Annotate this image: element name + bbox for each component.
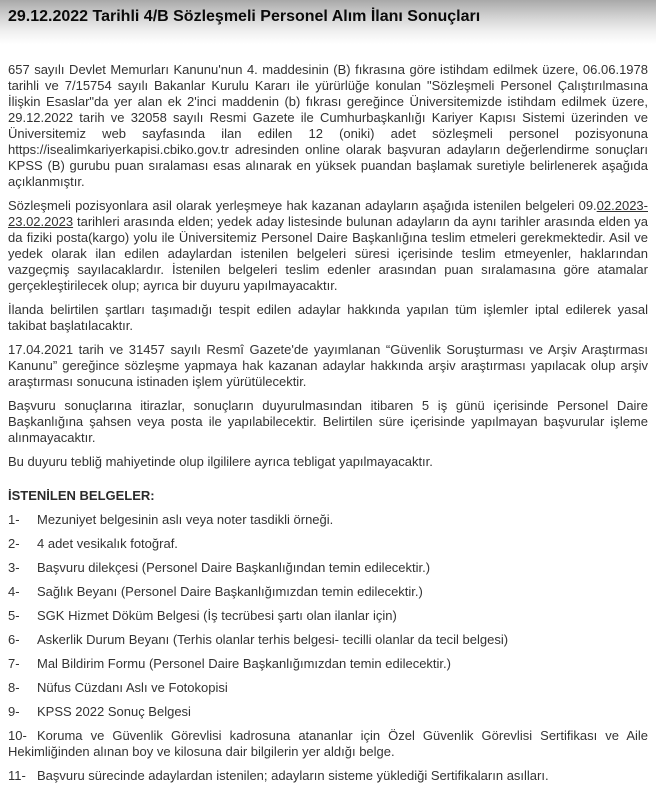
item-number: 4- [8, 584, 20, 599]
item-text: Nüfus Cüzdanı Aslı ve Fotokopisi [37, 680, 228, 695]
item-number: 8- [8, 680, 20, 695]
item-number: 7- [8, 656, 20, 671]
paragraph-document-delivery: Sözleşmeli pozisyonlara asil olarak yerleşmeye hak kazanan adayların aşağıda istenilen belgeleri 09.02.2023-23.02.2023 tarihleri arasında elden; yedek aday listesinde bulunan adayların da aynı tarihler arasında elden ya da fiziki posta(kargo) yolu ile Üniversitemiz Personel Daire Başkanlığına teslim etmeleri gerekmektedir. Asil ve yedek olarak ilan edilen adaylardan istenilen belgeleri süresi içerisinde teslim etmeyenler, haklarından vazgeçmiş sayılacaklardır. İstenilen belgeleri teslim edenler arasından puan sıralamasına göre atamalar gerçekleştirilecek olup; ayrıca bir duyuru yapılmayacaktır. [8, 198, 648, 293]
announcement-body [0, 44, 656, 784]
paragraph-invalid-applications: İlanda belirtilen şartları taşımadığı tespit edilen adaylar hakkında yapılan tüm işlemler iptal edilerek yasal takibat başlatılacaktır. [8, 302, 648, 333]
item-text: Başvuru sürecinde adaylardan istenilen; adayların sisteme yüklediği Sertifikaların asılları. [37, 768, 549, 783]
document-item [8, 632, 648, 648]
paragraph-security-check: 17.04.2021 tarih ve 31457 sayılı Resmî Gazete'de yayımlanan “Güvenlik Soruşturması ve Arşiv Araştırması Kanunu” gereğince sözleşme yapmaya hak kazanan adaylar hakkında arşiv araştırması yapılacak olup arşiv araştırması sonucuna istinaden işlem yürütülecektir. [8, 342, 648, 389]
item-number: 11- [8, 768, 26, 783]
item-number: 5- [8, 608, 20, 623]
item-text: KPSS 2022 Sonuç Belgesi [37, 704, 191, 719]
item-text: Koruma ve Güvenlik Görevlisi kadrosuna atananlar için Özel Güvenlik Görevlisi Sertifikası ve Aile Hekimliğinden alınan boy ve kilosuna dair bilgilerin yer aldığı belge. [8, 728, 648, 759]
document-item [8, 512, 648, 528]
item-text: Askerlik Durum Beyanı (Terhis olanlar terhis belgesi- tecilli olanlar da tecil belgesi) [37, 632, 509, 647]
item-text: 4 adet vesikalık fotoğraf. [37, 536, 178, 551]
document-item [8, 704, 648, 720]
document-item [8, 560, 648, 576]
document-item [8, 728, 648, 760]
paragraph-intro: 657 sayılı Devlet Memurları Kanunu'nun 4. maddesinin (B) fıkrasına göre istihdam edilmek üzere, 06.06.1978 tarihli ve 7/15754 sayılı Bakanlar Kurulu Kararı ile yürürlüğe konulan "Sözleşmeli Personel Çalıştırılmasına İlişkin Esaslar"da yer alan ek 2'inci maddenin (b) fıkrası gereğince Üniversitemizde istihdam edilmek üzere, 29.12.2022 tarih ve 32058 sayılı Resmi Gazete ile Cumhurbaşkanlığı Kariyer Kapısı Sistemi üzerinden ve Üniversitemiz web sayfasında ilan edilen 12 (oniki) adet sözleşmeli personel pozisyonuna https://isealimkariyerkapisi.cbiko.gov.tr adresinden online olarak başvuran adayların değerlendirme sonuçları KPSS (B) gurubu puan sıralaması esas alınarak en yüksek puandan başlamak suretiyle belirlenerek aşağıda açıklanmıştır. [8, 62, 648, 189]
item-number: 9- [8, 704, 20, 719]
page-title: 29.12.2022 Tarihli 4/B Sözleşmeli Personel Alım İlanı Sonuçları [8, 8, 481, 25]
item-text: Mezuniyet belgesinin aslı veya noter tasdikli örneği. [37, 512, 334, 527]
document-item [8, 680, 648, 696]
required-documents-heading: İSTENİLEN BELGELER: [8, 488, 155, 503]
item-number: 1- [8, 512, 20, 527]
item-number: 3- [8, 560, 20, 575]
item-number: 2- [8, 536, 20, 551]
item-text: SGK Hizmet Döküm Belgesi (İş tecrübesi şartı olan ilanlar için) [37, 608, 397, 623]
required-documents-list [8, 512, 648, 784]
document-item [8, 584, 648, 600]
document-item [8, 536, 648, 552]
item-text: Mal Bildirim Formu (Personel Daire Başkanlığımızdan temin edilecektir.) [37, 656, 451, 671]
item-text: Sağlık Beyanı (Personel Daire Başkanlığımızdan temin edilecektir.) [37, 584, 423, 599]
item-number: 10- [8, 728, 27, 743]
page-header [0, 0, 656, 44]
paragraph-objections: Başvuru sonuçlarına itirazlar, sonuçların duyurulmasından itibaren 5 iş günü içerisinde Personel Daire Başkanlığına şahsen veya posta ile yapılabilecektir. Belirtilen süre içerisinde yapılmayan başvurular işleme alınmayacaktır. [8, 398, 648, 445]
document-item [8, 656, 648, 672]
paragraph-notification-notice: Bu duyuru tebliğ mahiyetinde olup ilgililere ayrıca tebligat yapılmayacaktır. [8, 454, 433, 469]
item-number: 6- [8, 632, 20, 647]
document-item [8, 768, 648, 784]
document-item [8, 608, 648, 624]
item-text: Başvuru dilekçesi (Personel Daire Başkanlığından temin edilecektir.) [37, 560, 431, 575]
